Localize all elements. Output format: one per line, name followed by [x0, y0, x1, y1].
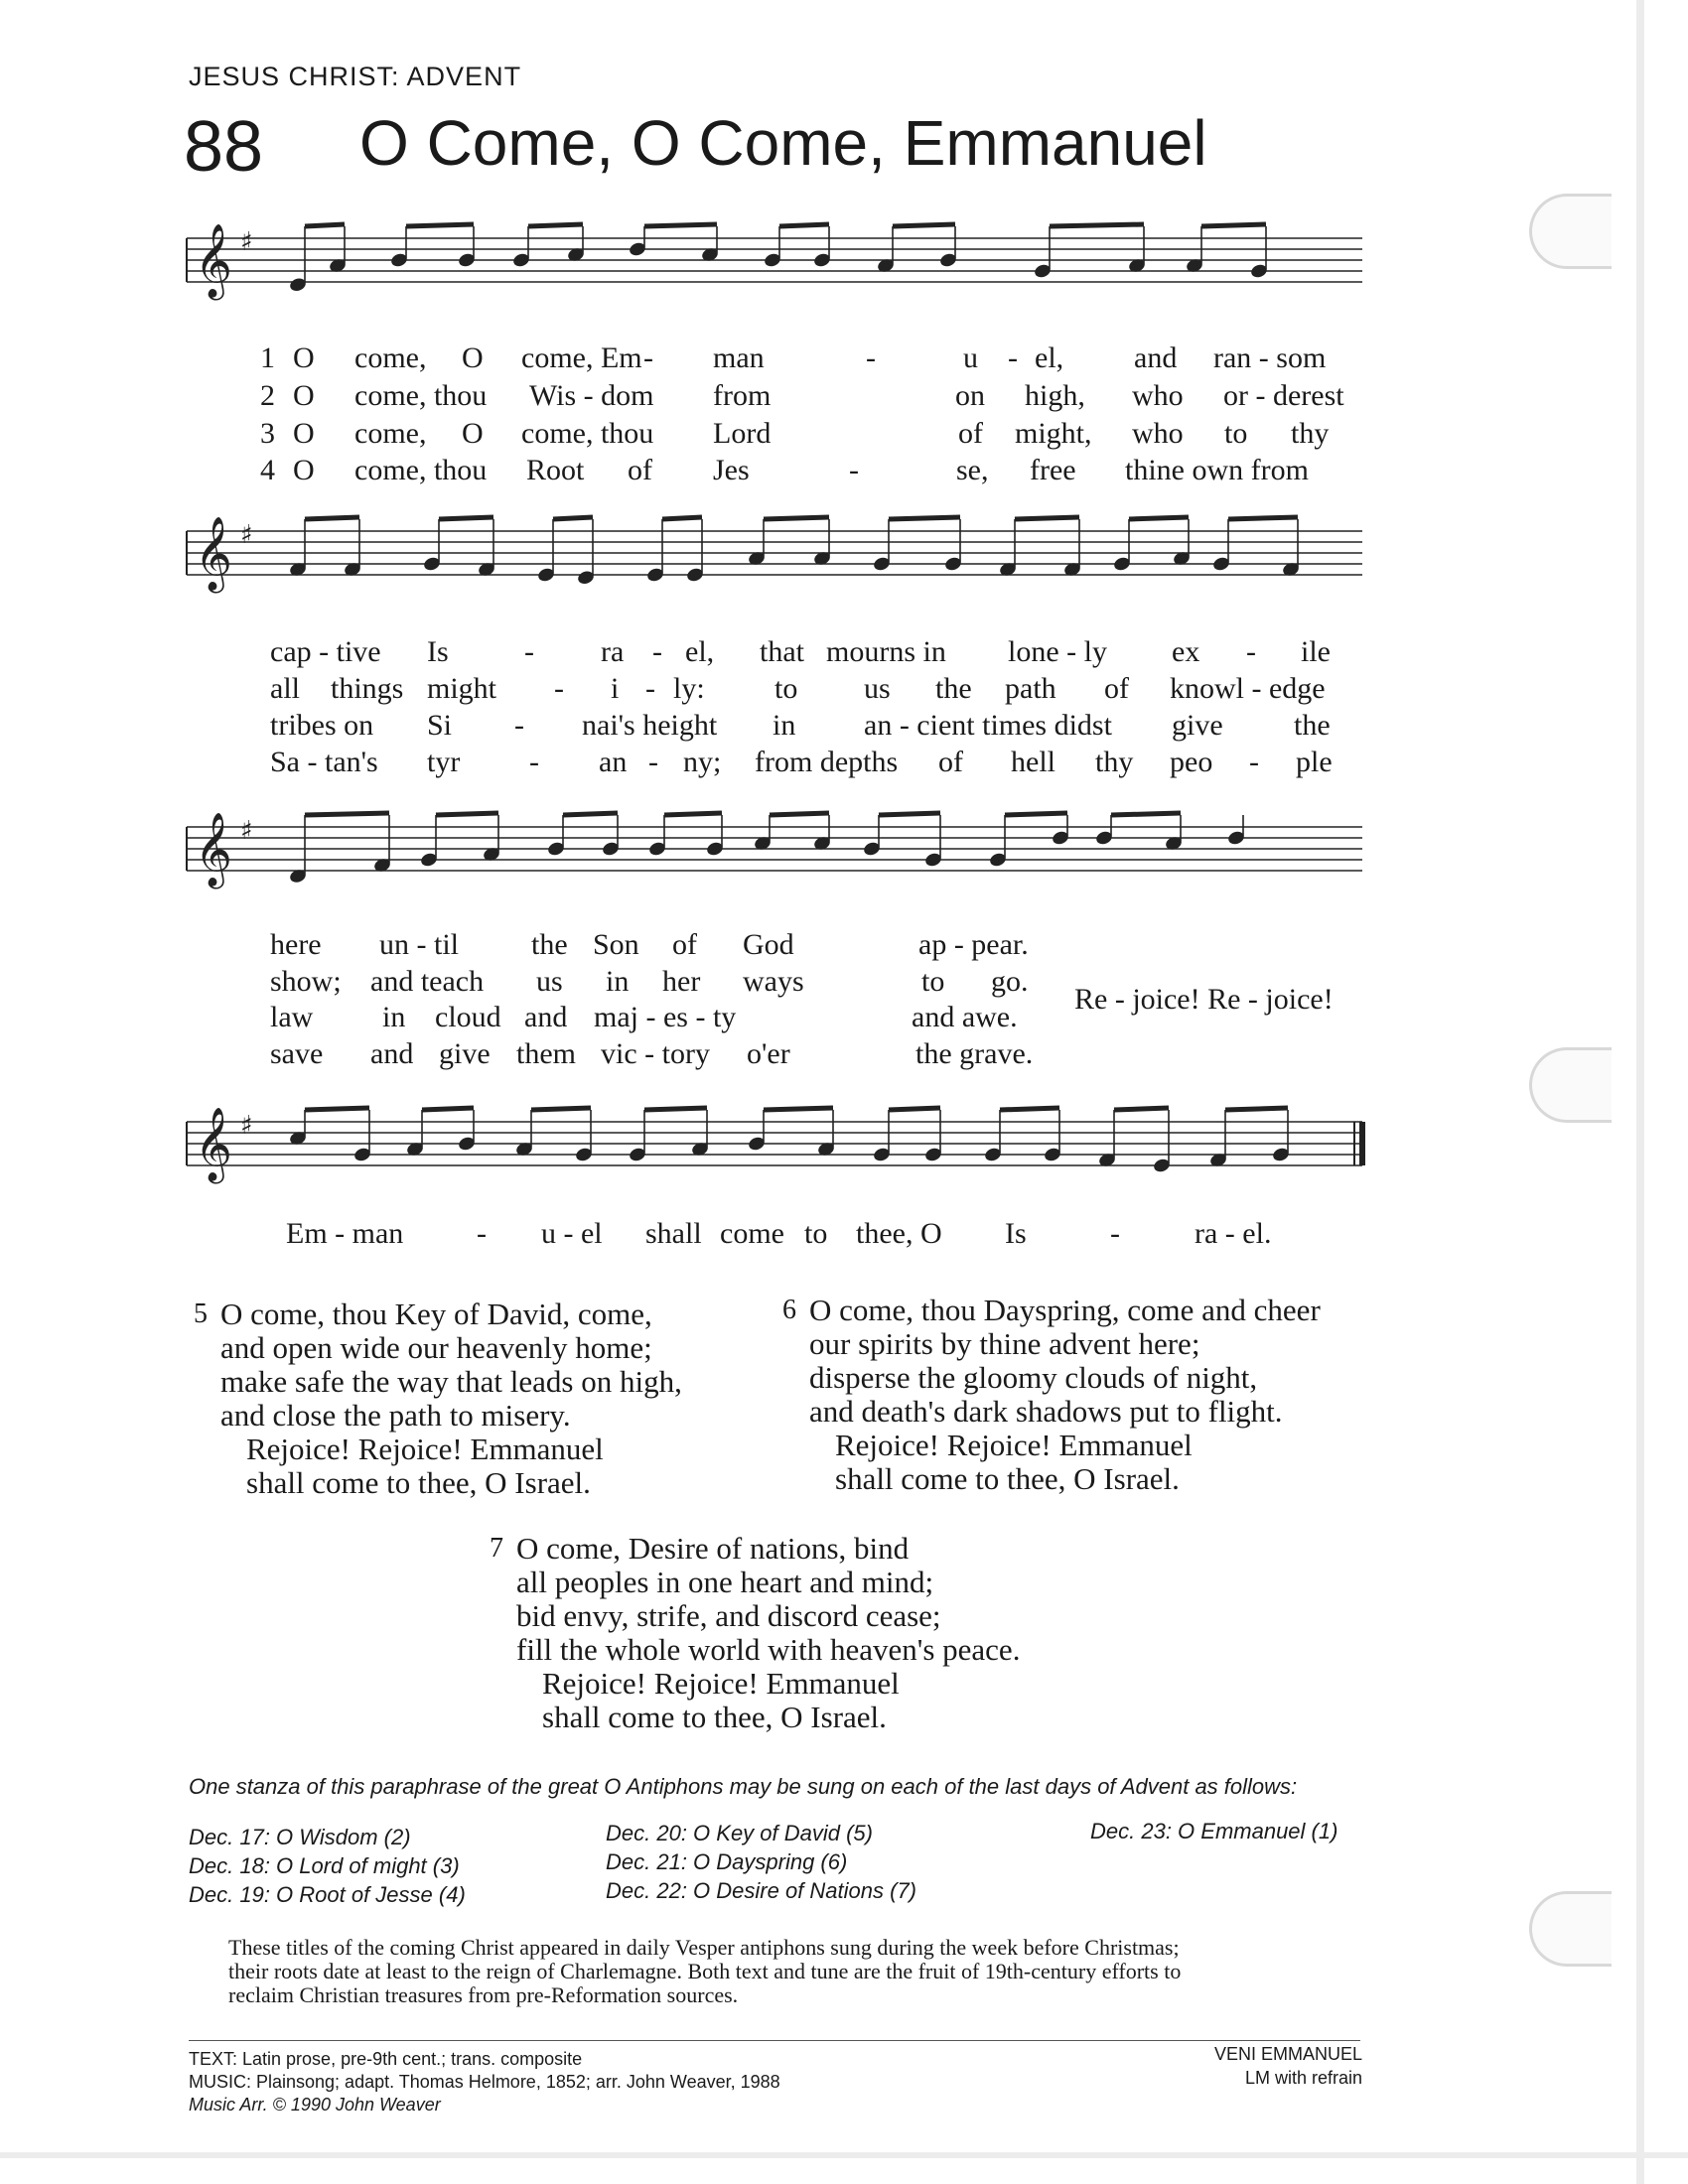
stanza-7: [490, 1531, 1021, 1734]
lyric: tribes on: [270, 709, 374, 742]
lyric: Is: [427, 635, 449, 668]
lyric: -: [652, 635, 662, 668]
lyric: the grave.: [915, 1037, 1034, 1070]
stanza-line: and death's dark shadows put to flight.: [809, 1394, 1283, 1429]
lyric: come: [720, 1217, 784, 1250]
lyric: O: [462, 417, 484, 450]
antiphon-date: Dec. 18: O Lord of might (3): [189, 1853, 460, 1878]
lyric: of: [628, 454, 652, 486]
lyric: Son: [593, 928, 639, 961]
lyric: and: [1134, 341, 1178, 374]
lyric: Si: [427, 709, 453, 742]
lyric: O: [293, 341, 315, 374]
lyric: Root: [526, 454, 585, 486]
lyric: in: [606, 965, 630, 998]
history-line: their roots date at least to the reign of Charlemagne. Both text and tune are the fruit of 19th-century efforts to: [228, 1959, 1182, 1983]
lyric: and: [524, 1001, 568, 1033]
lyric: shall: [645, 1217, 702, 1250]
lyric: -: [645, 672, 655, 705]
music-staff: [0, 213, 1688, 342]
svg-text:♯: ♯: [240, 520, 253, 550]
lyric: -: [477, 1217, 487, 1250]
lyric: who: [1132, 417, 1184, 450]
lyric: things: [331, 672, 404, 705]
lyric: O: [293, 379, 315, 412]
lyric: the: [531, 928, 568, 961]
history-line: reclaim Christian treasures from pre-Reformation sources.: [228, 1982, 739, 2007]
lyric: in: [773, 709, 796, 742]
lyric: the: [1294, 709, 1331, 742]
music-staff: [0, 1097, 1688, 1226]
lyric: knowl - edge: [1170, 672, 1326, 705]
lyric: save: [270, 1037, 324, 1070]
lyric: -: [554, 672, 564, 705]
lyric: show;: [270, 965, 342, 998]
lyric: come,: [354, 417, 427, 450]
lyric: from depths: [755, 746, 899, 778]
lyric: law: [270, 1001, 314, 1033]
lyric: ile: [1301, 635, 1331, 668]
lyric: go.: [991, 965, 1029, 998]
punch-hole: [1529, 1891, 1612, 1967]
lyric: maj - es - ty: [594, 1001, 737, 1033]
lyric: Wis - dom: [529, 379, 654, 412]
stanza-number: 5: [194, 1298, 208, 1329]
lyric: -: [1008, 341, 1018, 374]
lyric: tyr: [427, 746, 461, 778]
lyric: thy: [1291, 417, 1330, 450]
lyric: in: [382, 1001, 406, 1033]
lyric: Lord: [713, 417, 772, 450]
antiphon-date: Dec. 19: O Root of Jesse (4): [189, 1882, 466, 1907]
verse-number: 3: [260, 417, 275, 450]
lyric: u: [963, 341, 978, 374]
lyric: thine own from: [1125, 454, 1309, 486]
lyric: on: [955, 379, 985, 412]
lyric: or - derest: [1223, 379, 1344, 412]
hymn-number: 88: [184, 107, 264, 187]
lyric: who: [1132, 379, 1184, 412]
lyric: them: [516, 1037, 576, 1070]
music-credit: MUSIC: Plainsong; adapt. Thomas Helmore, 1852; arr. John Weaver, 1988: [189, 2072, 780, 2092]
lyric: i: [611, 672, 620, 705]
lyric: high,: [1025, 379, 1085, 412]
meter: LM with refrain: [1244, 2068, 1362, 2088]
lyric: come, thou: [354, 379, 488, 412]
section-heading: JESUS CHRIST: ADVENT: [189, 62, 522, 91]
lyric: O: [462, 341, 484, 374]
lyric: to: [774, 672, 798, 705]
antiphon-date: Dec. 22: O Desire of Nations (7): [606, 1878, 917, 1903]
svg-text:♯: ♯: [240, 227, 253, 257]
svg-text:𝄞: 𝄞: [195, 224, 232, 298]
lyric: peo: [1170, 746, 1213, 778]
lyric: u - el: [541, 1217, 603, 1250]
refrain-line: Rejoice! Rejoice! Emmanuel: [542, 1666, 900, 1701]
refrain-line: Rejoice! Rejoice! Emmanuel: [835, 1428, 1193, 1462]
lyric: -: [529, 746, 539, 778]
lyric: path: [1005, 672, 1056, 705]
stanza-line: O come, Desire of nations, bind: [516, 1531, 910, 1566]
stanza-line: our spirits by thine advent here;: [809, 1326, 1200, 1361]
lyric: ex: [1172, 635, 1200, 668]
lyric: from: [713, 379, 772, 412]
verse-number: 4: [260, 454, 275, 486]
lyric: all: [270, 672, 300, 705]
stanza-line: fill the whole world with heaven's peace.: [516, 1632, 1021, 1667]
hymn-title: O Come, O Come, Emmanuel: [359, 107, 1207, 179]
lyric: Is: [1005, 1217, 1027, 1250]
stanza-line: and open wide our heavenly home;: [220, 1330, 652, 1365]
lyric: of: [1104, 672, 1129, 705]
stanza-line: bid envy, strife, and discord cease;: [516, 1598, 941, 1633]
text-credit: TEXT: Latin prose, pre-9th cent.; trans. composite: [189, 2049, 583, 2069]
music-staff: [0, 802, 1688, 931]
lyric: give: [1172, 709, 1223, 742]
lyric: and: [370, 1037, 414, 1070]
stanza-number: 7: [490, 1533, 503, 1564]
lyric: lone - ly: [1008, 635, 1107, 668]
lyric: O: [293, 454, 315, 486]
lyric: here: [270, 928, 322, 961]
stanza-line: disperse the gloomy clouds of night,: [809, 1360, 1258, 1395]
lyric: -: [1110, 1217, 1120, 1250]
credits: [189, 2048, 780, 2116]
tune-info: [1214, 2042, 1362, 2090]
lyric: might,: [1015, 417, 1092, 450]
lyric: and teach: [370, 965, 485, 998]
svg-text:𝄞: 𝄞: [195, 517, 232, 591]
lyric: cap - tive: [270, 635, 381, 668]
lyric: the: [935, 672, 972, 705]
lyric: to: [1224, 417, 1248, 450]
lyric: ap - pear.: [918, 928, 1029, 961]
lyric: el,: [1035, 341, 1064, 374]
lyric: -: [1249, 746, 1259, 778]
verse-number: 2: [260, 379, 275, 412]
lyric: come, thou: [354, 454, 488, 486]
lyric: free: [1030, 454, 1076, 486]
antiphon-date: Dec. 21: O Dayspring (6): [606, 1849, 848, 1874]
lyric: come, thou: [521, 417, 654, 450]
lyric: Jes: [713, 454, 750, 486]
lyric: Sa - tan's: [270, 746, 378, 778]
lyric: o'er: [747, 1037, 790, 1070]
antiphon-date: Dec. 23: O Emmanuel (1): [1090, 1819, 1338, 1843]
svg-text:♯: ♯: [240, 1111, 253, 1141]
lyric: of: [958, 417, 983, 450]
svg-text:𝄞: 𝄞: [195, 813, 232, 887]
lyric: give: [439, 1037, 491, 1070]
lyric: us: [864, 672, 891, 705]
refrain-line: shall come to thee, O Israel.: [835, 1461, 1180, 1496]
lyric: un - til: [379, 928, 459, 961]
lyric: that: [760, 635, 804, 668]
lyric: man: [713, 341, 765, 374]
lyric: of: [672, 928, 697, 961]
lyric: ra: [601, 635, 625, 668]
lyric: ran - som: [1213, 341, 1327, 374]
lyric: -: [849, 454, 859, 486]
page-bottom-edge: [0, 2152, 1688, 2158]
lyric: mourns in: [826, 635, 946, 668]
lyric: -: [648, 746, 658, 778]
lyric: el,: [685, 635, 715, 668]
lyric: an - cient times didst: [864, 709, 1112, 742]
history-line: These titles of the coming Christ appeared in daily Vesper antiphons sung during the week before Christmas;: [228, 1935, 1180, 1960]
svg-text:♯: ♯: [240, 816, 253, 846]
antiphon-dates-col-2: [606, 1819, 916, 1905]
svg-text:𝄞: 𝄞: [195, 1108, 232, 1181]
lyric: thy: [1095, 746, 1134, 778]
lyric: se,: [956, 454, 989, 486]
lyric: God: [743, 928, 794, 961]
refrain-line: shall come to thee, O Israel.: [542, 1700, 887, 1734]
lyric: O: [293, 417, 315, 450]
tune-name: VENI EMMANUEL: [1213, 2044, 1362, 2064]
stanza-line: O come, thou Dayspring, come and cheer: [809, 1293, 1321, 1327]
antiphon-dates-col-1: [189, 1823, 466, 1909]
lyric: -: [643, 341, 653, 374]
lyric: an: [599, 746, 628, 778]
lyric: ny;: [683, 746, 722, 778]
lyric: -: [514, 709, 524, 742]
stanza-line: O come, thou Key of David, come,: [220, 1297, 652, 1331]
lyric: her: [662, 965, 701, 998]
lyric: ra - el.: [1195, 1217, 1272, 1250]
lyric: to: [921, 965, 945, 998]
lyric: ways: [743, 965, 804, 998]
stanza-line: all peoples in one heart and mind;: [516, 1565, 934, 1599]
refrain-line: Rejoice! Rejoice! Emmanuel: [246, 1432, 604, 1466]
lyric: ple: [1296, 746, 1333, 778]
refrain-line: shall come to thee, O Israel.: [246, 1465, 591, 1500]
lyric: ly:: [673, 672, 705, 705]
lyric: of: [938, 746, 963, 778]
lyric: vic - tory: [601, 1037, 710, 1070]
lyric: thee, O: [856, 1217, 942, 1250]
lyric: come,: [354, 341, 427, 374]
history-note: [228, 1936, 1181, 2007]
lyric: hell: [1011, 746, 1055, 778]
lyric: nai's height: [582, 709, 718, 742]
lyric: and awe.: [912, 1001, 1018, 1033]
stanza-6: [782, 1293, 1321, 1496]
stanza-line: make safe the way that leads on high,: [220, 1364, 682, 1399]
lyric: might: [427, 672, 497, 705]
antiphon-date: Dec. 20: O Key of David (5): [606, 1821, 873, 1845]
lyric: Em - man: [286, 1217, 404, 1250]
lyric: -: [1246, 635, 1256, 668]
lyric: cloud: [435, 1001, 501, 1033]
verse-number: 1: [260, 341, 275, 374]
lyric: come, Em: [521, 341, 642, 374]
lyric: to: [804, 1217, 828, 1250]
music-staff: [0, 506, 1688, 635]
lyric: us: [536, 965, 563, 998]
lyric: -: [866, 341, 876, 374]
stanza-number: 6: [782, 1295, 796, 1325]
antiphon-dates-col-3: [1090, 1817, 1337, 1845]
stanza-line: and close the path to misery.: [220, 1398, 571, 1433]
refrain-lyric: Re - joice! Re - joice!: [1074, 983, 1334, 1016]
copyright: Music Arr. © 1990 John Weaver: [189, 2095, 441, 2115]
antiphon-date: Dec. 17: O Wisdom (2): [189, 1825, 411, 1849]
stanza-5: [194, 1297, 682, 1500]
lyric: -: [524, 635, 534, 668]
credits-divider: [189, 2040, 1360, 2041]
usage-note: One stanza of this paraphrase of the great O Antiphons may be sung on each of the last days of Advent as follows:: [189, 1774, 1298, 1799]
